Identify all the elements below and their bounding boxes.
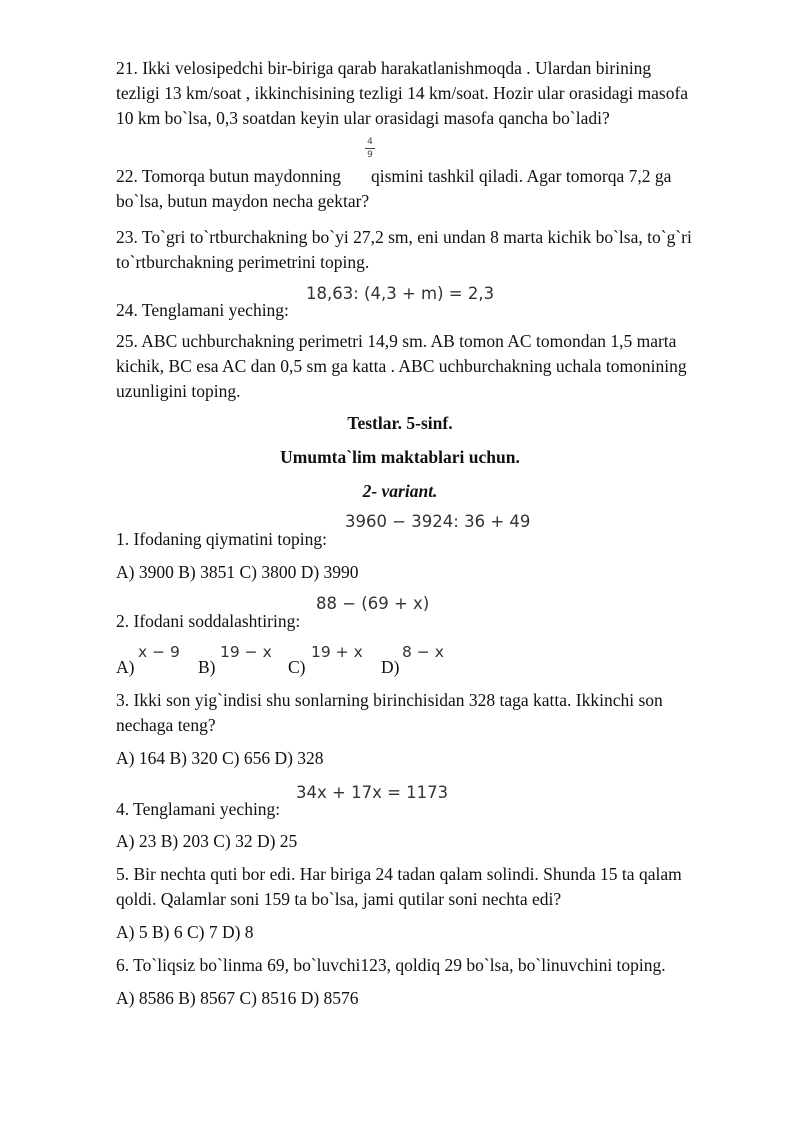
q2-option-b-formula: 19 − x	[220, 643, 272, 661]
q4-answers: A) 23 B) 203 C) 32 D) 25	[116, 831, 298, 851]
problem-22	[116, 164, 746, 214]
fraction-denominator: 9	[367, 150, 373, 160]
test-title: Testlar. 5-sinf.	[347, 413, 453, 433]
problem-25	[116, 329, 746, 404]
q2-option-c-label: C)	[288, 657, 306, 677]
problem-21-line-1: 21. Ikki velosipedchi bir-biriga qarab harakatlanishmoqda . Ulardan birining	[116, 58, 652, 78]
problem-22-line-2: bo`lsa, butun maydon necha gektar?	[116, 191, 370, 211]
q5-line-2: qoldi. Qalamlar soni 159 ta bo`lsa, jami qutilar soni nechta edi?	[116, 889, 562, 909]
q4-formula: 34x + 17x = 1173	[296, 783, 449, 802]
q3-line-1: 3. Ikki son yig`indisi shu sonlarning birinchisidan 328 taga katta. Ikkinchi son	[116, 690, 663, 710]
q2-formula: 88 − (69 + x)	[316, 594, 430, 613]
test-subtitle: Umumta`lim maktablari uchun.	[280, 447, 520, 467]
q4-text: 4. Tenglamani yeching:	[116, 799, 281, 819]
problem-22-text-b: qismini tashkil qiladi. Agar tomorqa 7,2 ga	[370, 166, 672, 186]
q2-option-d-formula: 8 − x	[402, 643, 444, 661]
q2-option-a-formula: x − 9	[138, 643, 180, 661]
fraction-numerator: 4	[367, 137, 373, 147]
q5-line-1: 5. Bir nechta quti bor edi. Har biriga 24 tadan qalam solindi. Shunda 15 ta qalam	[116, 864, 682, 884]
problem-24-formula: 18,63: (4,3 + m) = 2,3	[306, 284, 495, 303]
problem-21-line-3: 10 km bo`lsa, 0,3 soatdan keyin ular orasidagi masofa qancha bo`ladi?	[116, 108, 610, 128]
q3	[116, 688, 746, 738]
q5	[116, 862, 746, 912]
q3-line-2: nechaga teng?	[116, 715, 216, 735]
problem-22-line-1	[116, 164, 746, 189]
problem-25-line-2: kichik, BC esa AC dan 0,5 sm ga katta . ABC uchburchakning uchala tomonining	[116, 356, 687, 376]
problem-21-line-2: tezligi 13 km/soat , ikkinchisining tezligi 14 km/soat. Hozir ular orasidagi masofa	[116, 83, 689, 103]
problem-23	[116, 225, 746, 275]
q1-answers: A) 3900 B) 3851 C) 3800 D) 3990	[116, 562, 359, 582]
problem-23-line-2: to`rtburchakning perimetrini toping.	[116, 252, 370, 272]
problem-21	[116, 56, 746, 131]
q2-option-a-label: A)	[116, 657, 135, 677]
problem-24-text: 24. Tenglamani yeching:	[116, 300, 289, 320]
problem-25-line-3: uzunligini toping.	[116, 381, 241, 401]
q6-text: 6. To`liqsiz bo`linma 69, bo`luvchi123, qoldiq 29 bo`lsa, bo`linuvchini toping.	[116, 955, 666, 975]
problem-22-text-a: 22. Tomorqa butun maydonning	[116, 166, 341, 186]
q2-text: 2. Ifodani soddalashtiring:	[116, 611, 301, 631]
q1-text: 1. Ifodaning qiymatini toping:	[116, 529, 327, 549]
problem-25-line-1: 25. ABC uchburchakning perimetri 14,9 sm. AB tomon AC tomondan 1,5 marta	[116, 331, 677, 351]
q3-answers: A) 164 B) 320 C) 656 D) 328	[116, 748, 324, 768]
q1-formula: 3960 − 3924: 36 + 49	[345, 512, 531, 531]
q6-answers: A) 8586 B) 8567 C) 8516 D) 8576	[116, 988, 359, 1008]
problem-23-line-1: 23. To`gri to`rtburchakning bo`yi 27,2 sm, eni undan 8 marta kichik bo`lsa, to`g`ri	[116, 227, 692, 247]
q5-answers: A) 5 B) 6 C) 7 D) 8	[116, 922, 254, 942]
q2-option-b-label: B)	[198, 657, 216, 677]
q2-option-d-label: D)	[381, 657, 400, 677]
fraction-four-ninths	[365, 137, 375, 160]
variant-label: 2- variant.	[362, 481, 438, 501]
q2-option-c-formula: 19 + x	[311, 643, 363, 661]
